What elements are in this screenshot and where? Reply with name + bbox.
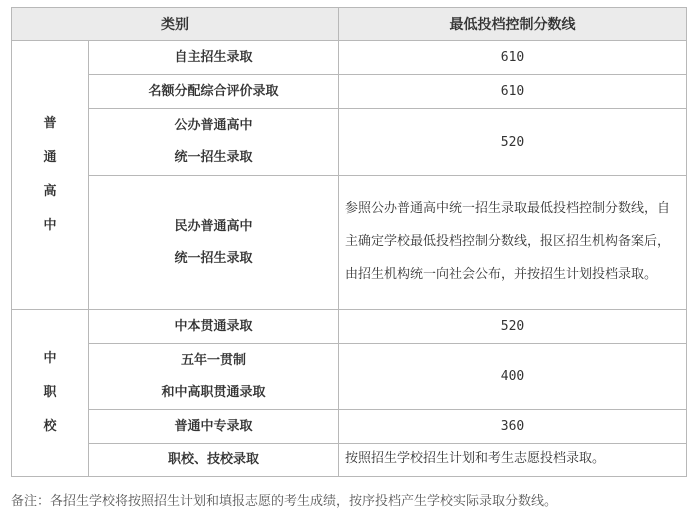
table-row: [12, 344, 687, 410]
row-label: [89, 41, 339, 75]
row-label-line: 统一招生录取: [174, 150, 253, 165]
row-value: 360: [339, 410, 687, 444]
group-char: 校: [43, 419, 57, 434]
group-char: 中: [43, 218, 57, 233]
group-char: 高: [43, 184, 57, 199]
category-header: 类别: [12, 8, 339, 41]
row-label-line: 五年一贯制: [180, 352, 246, 368]
row-label-line: 公办普通高中: [174, 118, 253, 133]
row-label: [89, 109, 339, 176]
row-label: [89, 444, 339, 477]
group-cell-regular-high-school: [12, 41, 89, 310]
row-value: 610: [339, 75, 687, 109]
group-cell-vocational-school: [12, 310, 89, 477]
row-value: 520: [339, 109, 687, 176]
row-label-line: 和中高职贯通录取: [161, 384, 266, 400]
row-label-line: 民办普通高中: [174, 218, 253, 234]
admission-score-table: [11, 7, 687, 477]
table-row: [12, 75, 687, 109]
table-row: [12, 444, 687, 477]
row-value-paragraph: 参照公办普通高中统一招生录取最低投档控制分数线，自主确定学校最低投档控制分数线，报区招生机构备案后，由招生机构统一向社会公布，并按招生计划投档录取。: [339, 176, 687, 310]
row-value-paragraph: 按照招生学校招生计划和考生志愿投档录取。: [339, 444, 687, 477]
group-char: 普: [43, 116, 57, 131]
table-row: [12, 109, 687, 176]
table-row: [12, 176, 687, 310]
table-row: [12, 410, 687, 444]
table-header-row: [12, 8, 687, 41]
table-row: [12, 41, 687, 75]
row-value: 610: [339, 41, 687, 75]
row-label-line: 名额分配综合评价录取: [148, 83, 279, 99]
row-value: 520: [339, 310, 687, 344]
table-row: [12, 310, 687, 344]
row-label: [89, 344, 339, 410]
row-label-line: 统一招生录取: [174, 250, 253, 266]
row-label: [89, 75, 339, 109]
row-value: 400: [339, 344, 687, 410]
score-header: 最低投档控制分数线: [339, 8, 687, 41]
row-label: [89, 410, 339, 444]
row-label-line: 职校、技校录取: [167, 452, 259, 467]
group-char: 中: [43, 351, 57, 366]
group-char: 通: [43, 150, 57, 165]
row-label-line: 中本贯通录取: [174, 318, 253, 334]
row-label-line: 自主招生录取: [174, 49, 253, 65]
row-label: [89, 310, 339, 344]
row-label: [89, 176, 339, 310]
row-label-line: 普通中专录取: [174, 418, 253, 434]
group-char: 职: [43, 385, 57, 400]
footnote: 备注：各招生学校将按照招生计划和填报志愿的考生成绩，按序投档产生学校实际录取分数线。: [11, 494, 558, 509]
